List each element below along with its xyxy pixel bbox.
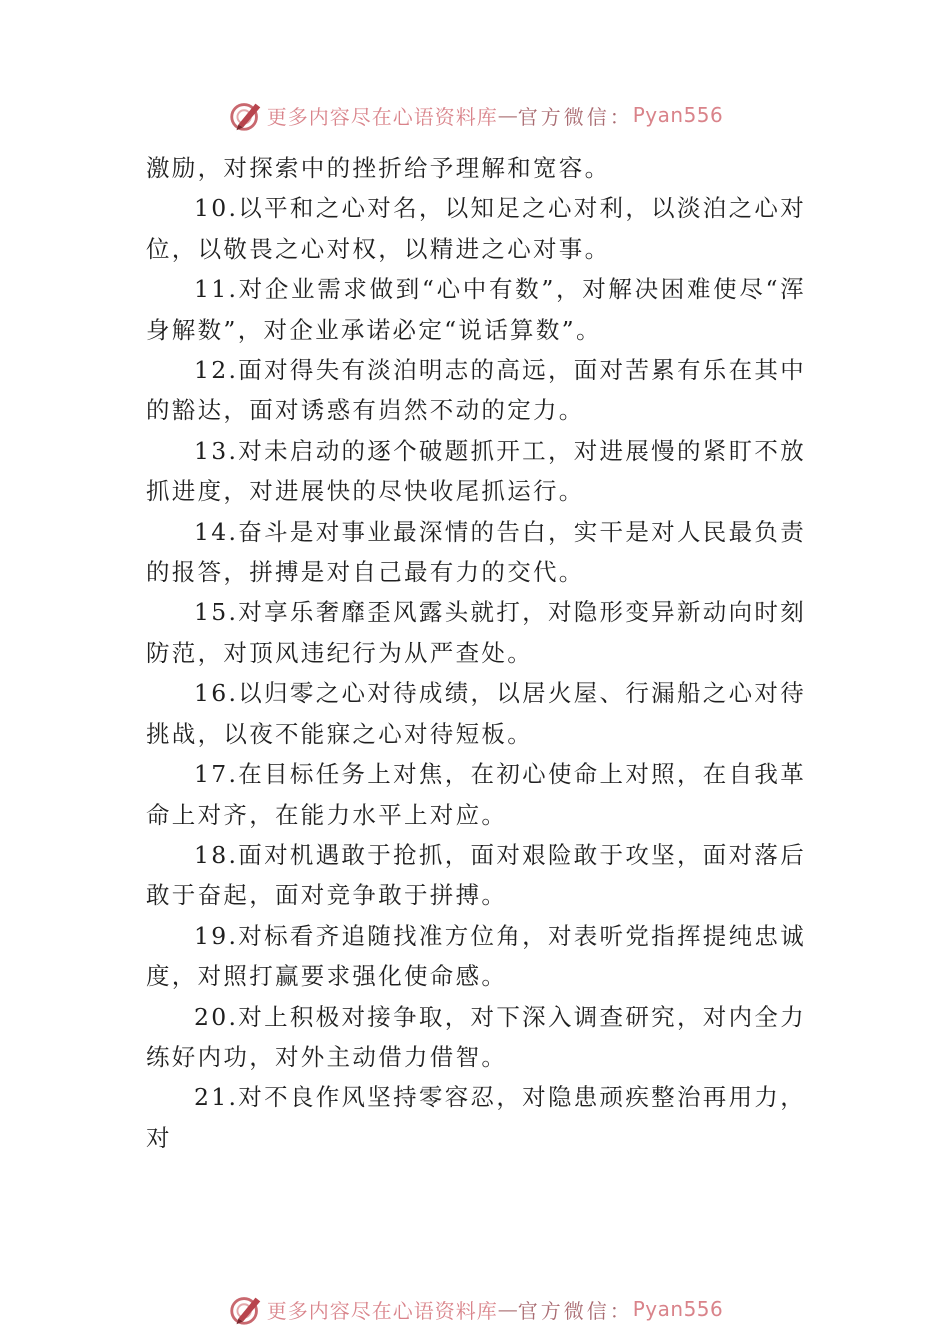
list-item: 21.对不良作风坚持零容忍，对隐患顽疾整治再用力，对 [146, 1083, 806, 1152]
header-banner [0, 95, 950, 135]
list-item: 17.在目标任务上对焦，在初心使命上对照，在自我革命上对齐，在能力水平上对应。 [146, 760, 806, 829]
list-item: 16.以归零之心对待成绩，以居火屋、行漏船之心对待挑战，以夜不能寐之心对待短板。 [146, 679, 806, 748]
list-item: 14.奋斗是对事业最深情的告白，实干是对人民最负责的报答，拼搏是对自己最有力的交代。 [146, 517, 806, 587]
pen-logo-icon [227, 96, 265, 134]
footer-banner [0, 1289, 950, 1329]
banner-wechat-id: Pyan556 [632, 103, 724, 127]
banner-wechat-id: Pyan556 [632, 1297, 724, 1321]
list-item: 18.面对机遇敢于抢抓，面对艰险敢于攻坚，面对落后敢于奋起，面对竞争敢于拼搏。 [146, 840, 806, 910]
continuation-text: 激励，对探索中的挫折给予理解和宽容。 [146, 154, 611, 182]
banner-slogan: 更多内容尽在心语资料库 [266, 1298, 498, 1323]
banner-dash: — [497, 1297, 518, 1321]
list-item: 15.对享乐奢靡歪风露头就打，对隐形变异新动向时刻防范，对顶风违纪行为从严查处。 [146, 598, 806, 667]
banner-wechat-label: 官方微信： [517, 104, 633, 129]
pen-logo-icon [227, 1290, 265, 1328]
list-item: 12.面对得失有淡泊明志的高远，面对苦累有乐在其中的豁达，面对诱惑有岿然不动的定力。 [146, 356, 806, 425]
banner-dash: — [497, 103, 518, 127]
banner-slogan: 更多内容尽在心语资料库 [266, 104, 498, 129]
list-item: 20.对上积极对接争取，对下深入调查研究，对内全力练好内功，对外主动借力借智。 [146, 1002, 806, 1071]
list-item: 11.对企业需求做到“心中有数”，对解决困难使尽“浑身解数”，对企业承诺必定“说话算数”。 [146, 275, 806, 344]
list-item: 10.以平和之心对名，以知足之心对利，以淡泊之心对位，以敬畏之心对权，以精进之心对事。 [146, 194, 806, 263]
document-body [146, 148, 806, 1158]
banner-wechat-label: 官方微信： [517, 1298, 633, 1323]
list-item: 19.对标看齐追随找准方位角，对表听党指挥提纯忠诚度，对照打赢要求强化使命感。 [146, 921, 806, 991]
list-item: 13.对未启动的逐个破题抓开工，对进展慢的紧盯不放抓进度，对进展快的尽快收尾抓运行。 [146, 436, 806, 506]
